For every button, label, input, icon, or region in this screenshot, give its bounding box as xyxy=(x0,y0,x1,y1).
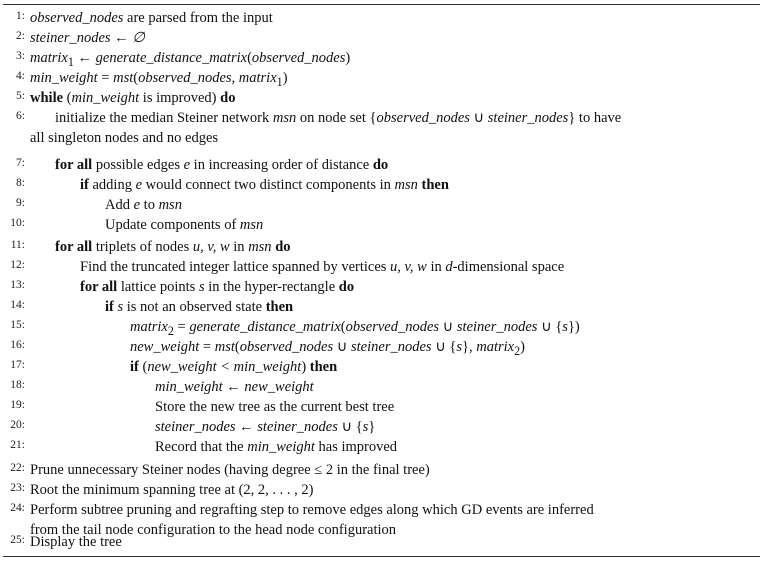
line-segment: triplets of nodes xyxy=(92,239,193,255)
line-segment: ∪ xyxy=(439,319,457,335)
line-text xyxy=(30,502,594,519)
line-text xyxy=(30,50,350,70)
line-segment: 1 xyxy=(67,54,74,69)
line-text xyxy=(80,259,564,276)
line-segment: Add xyxy=(105,197,134,213)
line-segment: generate_distance_matrix xyxy=(95,50,248,66)
line-segment: observed_nodes, matrix xyxy=(138,70,277,86)
line-continuation: all singleton nodes and no edges xyxy=(30,130,219,146)
line-segment: e xyxy=(183,157,191,173)
line-segment: u, v, w xyxy=(192,239,230,255)
line-continuation: from the tail node configuration to the head node configuration xyxy=(30,522,397,538)
line-number: 16: xyxy=(10,339,25,351)
line-number: 17: xyxy=(10,359,25,371)
line-text xyxy=(130,359,337,376)
line-segment: while xyxy=(30,90,64,106)
line-segment: for all xyxy=(55,157,93,173)
line-text xyxy=(130,319,580,339)
line-segment: observed_nodes xyxy=(376,110,470,126)
line-segment: do xyxy=(338,279,355,295)
line-segment: } to have xyxy=(568,110,622,126)
line-segment: possible edges xyxy=(92,157,184,173)
line-text xyxy=(30,90,235,107)
line-text xyxy=(30,482,314,499)
line-segment: then xyxy=(421,177,449,193)
line-text xyxy=(105,299,293,316)
line-segment: ( xyxy=(340,319,346,335)
line-segment: in increasing order of distance xyxy=(190,157,373,173)
line-text xyxy=(30,534,122,551)
line-segment: min_weight xyxy=(30,70,98,86)
line-segment: ∪ { xyxy=(337,419,363,435)
line-segment: e xyxy=(135,177,143,193)
line-number: 19: xyxy=(10,399,25,411)
line-segment: = xyxy=(97,70,114,86)
line-text xyxy=(105,217,263,234)
line-number: 10: xyxy=(10,217,25,229)
line-segment: adding xyxy=(88,177,136,193)
line-segment: s xyxy=(117,299,124,315)
line-text xyxy=(30,462,430,479)
line-number: 24: xyxy=(10,502,25,514)
line-segment: ) xyxy=(520,339,526,355)
line-segment: }, xyxy=(462,339,477,355)
line-segment: lattice points xyxy=(117,279,199,295)
line-segment: Store the new tree as the current best tree xyxy=(155,399,395,415)
line-segment: mst xyxy=(113,70,134,86)
line-segment: steiner_nodes ← steiner_nodes xyxy=(155,419,338,435)
line-segment: }) xyxy=(567,319,580,335)
line-segment: if xyxy=(80,177,89,193)
line-segment: if xyxy=(105,299,114,315)
line-segment: msn xyxy=(272,110,297,126)
line-number: 18: xyxy=(10,379,25,391)
line-text xyxy=(55,239,291,256)
line-segment: s xyxy=(198,279,205,295)
line-number: 3: xyxy=(16,50,25,62)
line-number: 14: xyxy=(10,299,25,311)
line-segment: } xyxy=(368,419,376,435)
line-number: 15: xyxy=(10,319,25,331)
line-segment: Find the truncated integer lattice spanned by vertices xyxy=(80,259,391,275)
line-segment: Display the tree xyxy=(30,534,122,550)
line-segment: Update components of xyxy=(105,217,240,233)
line-number: 13: xyxy=(10,279,25,291)
line-number: 23: xyxy=(10,482,25,494)
algorithm-line xyxy=(0,110,760,152)
line-segment: ) xyxy=(301,359,310,375)
line-text xyxy=(155,419,375,436)
line-segment: ∪ { xyxy=(537,319,563,335)
line-segment: would connect two distinct components in xyxy=(142,177,395,193)
line-number: 1: xyxy=(16,10,25,22)
line-segment: in xyxy=(229,239,249,255)
line-segment: 2 xyxy=(167,323,174,338)
line-segment: ← xyxy=(73,50,96,66)
line-segment: do xyxy=(372,157,389,173)
line-segment: steiner_nodes ← ∅ xyxy=(30,30,145,46)
line-segment: ( xyxy=(63,90,72,106)
line-segment: is improved) xyxy=(139,90,221,106)
line-segment: d xyxy=(445,259,453,275)
line-text xyxy=(30,30,145,47)
line-segment: new_weight xyxy=(130,339,200,355)
line-number: 7: xyxy=(16,157,25,169)
line-segment: in the hyper-rectangle xyxy=(204,279,339,295)
line-segment: generate_distance_matrix xyxy=(189,319,341,335)
line-segment: steiner_nodes xyxy=(351,339,432,355)
line-segment: ( xyxy=(138,359,148,375)
line-number: 12: xyxy=(10,259,25,271)
line-segment: mst xyxy=(214,339,235,355)
line-segment: Record that the xyxy=(155,439,248,455)
line-number: 22: xyxy=(10,462,25,474)
line-segment: initialize the median Steiner network xyxy=(55,110,273,126)
line-segment: ( xyxy=(234,339,240,355)
line-segment: msn xyxy=(239,217,264,233)
line-text xyxy=(155,399,394,416)
line-segment: ( xyxy=(247,50,252,66)
line-segment: matrix xyxy=(476,339,515,355)
line-text xyxy=(130,339,525,359)
line-segment: ∪ xyxy=(333,339,352,355)
line-segment: ( xyxy=(133,70,139,86)
line-segment: 2 xyxy=(514,343,521,358)
line-number: 21: xyxy=(10,439,25,451)
line-number: 6: xyxy=(16,110,25,122)
line-segment: Root the minimum spanning tree at (2, 2, . . . , 2) xyxy=(30,482,314,498)
line-number: 11: xyxy=(10,239,25,251)
line-segment: observed_nodes xyxy=(345,319,440,335)
line-segment: on node set { xyxy=(296,110,377,126)
line-segment: s xyxy=(362,419,369,435)
line-segment: ) xyxy=(345,50,351,66)
line-segment: steiner_nodes xyxy=(456,319,538,335)
line-segment: do xyxy=(220,90,236,106)
line-text xyxy=(80,279,354,296)
line-segment: has improved xyxy=(314,439,398,455)
line-text xyxy=(30,10,273,27)
line-segment: then xyxy=(309,359,338,375)
line-segment: matrix xyxy=(30,50,68,66)
line-segment: steiner_nodes xyxy=(487,110,569,126)
line-number: 20: xyxy=(10,419,25,431)
line-number: 4: xyxy=(16,70,25,82)
line-segment: = xyxy=(199,339,215,355)
line-segment: min_weight xyxy=(71,90,140,106)
line-segment: if xyxy=(130,359,139,375)
line-segment: ∪ { xyxy=(431,339,457,355)
line-text xyxy=(155,439,397,456)
bottom-rule xyxy=(3,556,760,557)
line-number: 8: xyxy=(16,177,25,189)
line-segment: e xyxy=(133,197,141,213)
top-rule xyxy=(3,4,760,5)
line-segment: in xyxy=(426,259,446,275)
line-segment: = xyxy=(173,319,190,335)
line-segment: ∪ xyxy=(469,110,488,126)
line-number: 5: xyxy=(16,90,25,102)
line-segment: ) xyxy=(282,70,288,86)
line-segment: u, v, w xyxy=(390,259,427,275)
line-segment: do xyxy=(275,239,291,255)
line-segment: for all xyxy=(80,279,118,295)
line-segment: msn xyxy=(248,239,272,255)
line-segment: are parsed from the input xyxy=(123,10,273,26)
line-segment: observed_nodes xyxy=(251,50,346,66)
line-segment: Prune unnecessary Steiner nodes (having degree ≤ 2 in the final tree) xyxy=(30,462,430,478)
line-segment: min_weight xyxy=(247,439,315,455)
line-segment: matrix xyxy=(130,319,168,335)
line-segment: then xyxy=(265,299,294,315)
line-segment: Perform subtree pruning and regrafting step to remove edges along which GD events are inferred xyxy=(30,502,594,518)
line-segment: msn xyxy=(394,177,418,193)
line-segment: s xyxy=(562,319,568,335)
line-text xyxy=(55,110,621,127)
line-text xyxy=(30,70,288,90)
line-segment: for all xyxy=(55,239,93,255)
line-segment: s xyxy=(456,339,463,355)
line-segment: observed_nodes xyxy=(30,10,124,26)
line-text xyxy=(55,157,388,174)
line-segment: is not an observed state xyxy=(123,299,266,315)
line-segment: min_weight ← new_weight xyxy=(155,379,314,395)
line-segment: 1 xyxy=(276,74,283,89)
line-segment: -dimensional space xyxy=(452,259,565,275)
line-segment: observed_nodes xyxy=(239,339,334,355)
line-text xyxy=(105,197,182,214)
line-segment: msn xyxy=(158,197,182,213)
line-text xyxy=(155,379,314,396)
line-number: 2: xyxy=(16,30,25,42)
line-number: 25: xyxy=(10,534,25,546)
line-segment: new_weight < min_weight xyxy=(147,359,302,375)
line-text xyxy=(80,177,449,194)
line-number: 9: xyxy=(16,197,25,209)
line-segment: to xyxy=(140,197,159,213)
